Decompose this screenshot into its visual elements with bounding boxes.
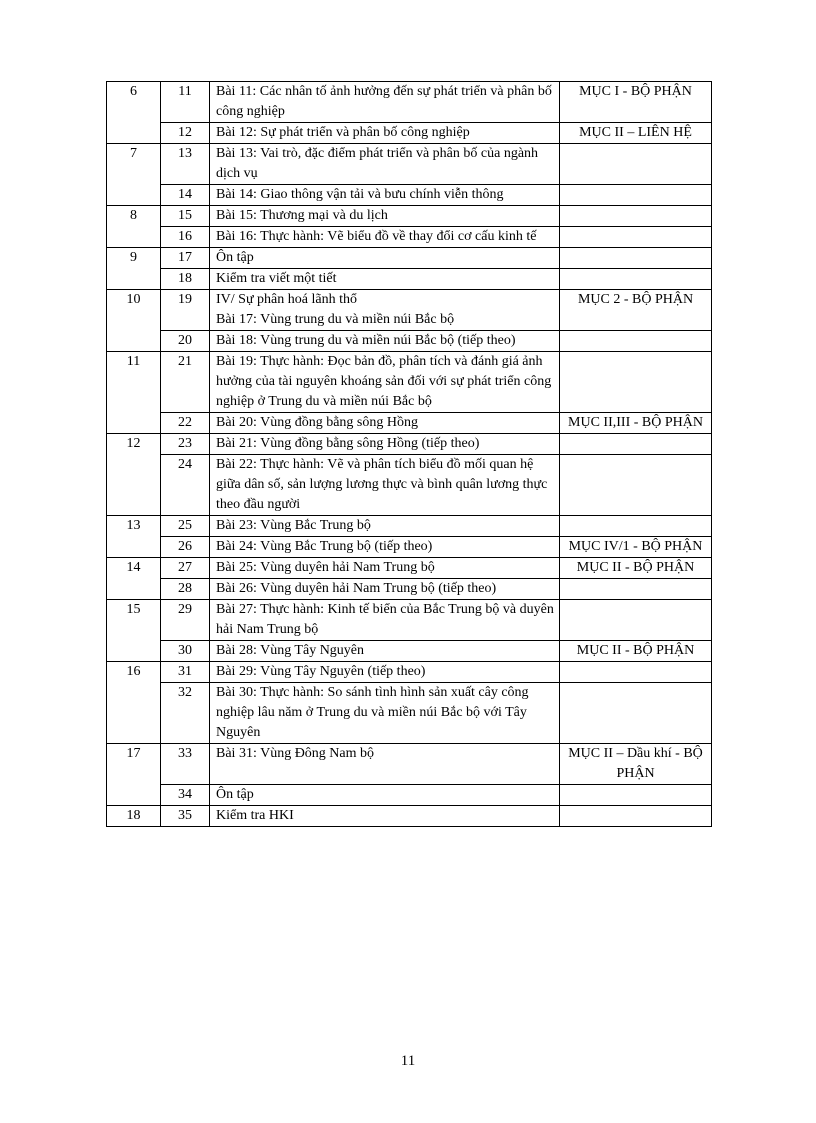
note-cell: MỤC II - BỘ PHẬN xyxy=(560,558,712,579)
lesson-cell: Bài 27: Thực hành: Kinh tế biển của Bắc Trung bộ và duyên hải Nam Trung bộ xyxy=(210,600,560,641)
period-cell: 30 xyxy=(161,641,210,662)
curriculum-table-body xyxy=(107,82,712,827)
lesson-cell: Bài 15: Thương mại và du lịch xyxy=(210,206,560,227)
note-cell xyxy=(560,455,712,516)
table-row xyxy=(107,558,712,579)
note-cell xyxy=(560,206,712,227)
table-row xyxy=(107,185,712,206)
table-row xyxy=(107,455,712,516)
table-row xyxy=(107,662,712,683)
note-cell xyxy=(560,600,712,641)
table-row xyxy=(107,82,712,123)
lesson-cell: Bài 13: Vai trò, đặc điểm phát triển và phân bố của ngành dịch vụ xyxy=(210,144,560,185)
lesson-cell: Bài 11: Các nhân tố ảnh hưởng đến sự phát triển và phân bố công nghiệp xyxy=(210,82,560,123)
table-row xyxy=(107,806,712,827)
table-row xyxy=(107,331,712,352)
note-cell xyxy=(560,248,712,269)
week-cell: 17 xyxy=(107,744,161,806)
lesson-cell: Bài 24: Vùng Bắc Trung bộ (tiếp theo) xyxy=(210,537,560,558)
period-cell: 15 xyxy=(161,206,210,227)
note-cell xyxy=(560,331,712,352)
period-cell: 34 xyxy=(161,785,210,806)
note-cell xyxy=(560,144,712,185)
week-cell: 8 xyxy=(107,206,161,248)
table-row xyxy=(107,413,712,434)
week-cell: 10 xyxy=(107,290,161,352)
period-cell: 31 xyxy=(161,662,210,683)
lesson-cell: Ôn tập xyxy=(210,248,560,269)
table-row xyxy=(107,227,712,248)
note-cell: MỤC IV/1 - BỘ PHẬN xyxy=(560,537,712,558)
period-cell: 19 xyxy=(161,290,210,331)
note-cell xyxy=(560,683,712,744)
week-cell: 6 xyxy=(107,82,161,144)
note-cell xyxy=(560,785,712,806)
note-cell xyxy=(560,516,712,537)
lesson-cell: Bài 23: Vùng Bắc Trung bộ xyxy=(210,516,560,537)
note-cell xyxy=(560,269,712,290)
note-cell: MỤC II – Dầu khí - BỘ PHẬN xyxy=(560,744,712,785)
period-cell: 16 xyxy=(161,227,210,248)
week-cell: 18 xyxy=(107,806,161,827)
period-cell: 25 xyxy=(161,516,210,537)
week-cell: 9 xyxy=(107,248,161,290)
table-row xyxy=(107,123,712,144)
table-row xyxy=(107,248,712,269)
lesson-cell: Bài 12: Sự phát triển và phân bố công nghiệp xyxy=(210,123,560,144)
week-cell: 11 xyxy=(107,352,161,434)
week-cell: 14 xyxy=(107,558,161,600)
lesson-cell: Bài 25: Vùng duyên hải Nam Trung bộ xyxy=(210,558,560,579)
lesson-cell: Bài 18: Vùng trung du và miền núi Bắc bộ (tiếp theo) xyxy=(210,331,560,352)
week-cell: 12 xyxy=(107,434,161,516)
week-cell: 13 xyxy=(107,516,161,558)
period-cell: 26 xyxy=(161,537,210,558)
table-row xyxy=(107,434,712,455)
table-row xyxy=(107,785,712,806)
note-cell: MỤC II – LIÊN HỆ xyxy=(560,123,712,144)
period-cell: 24 xyxy=(161,455,210,516)
table-row xyxy=(107,744,712,785)
lesson-cell: Bài 20: Vùng đồng bằng sông Hồng xyxy=(210,413,560,434)
lesson-cell: Bài 19: Thực hành: Đọc bản đồ, phân tích và đánh giá ảnh hưởng của tài nguyên khoáng sản đối với sự phát triển công nghiệp ở Trung du và miền núi Bắc bộ xyxy=(210,352,560,413)
note-cell: MỤC I - BỘ PHẬN xyxy=(560,82,712,123)
table-row xyxy=(107,290,712,331)
period-cell: 32 xyxy=(161,683,210,744)
lesson-cell: Bài 31: Vùng Đông Nam bộ xyxy=(210,744,560,785)
table-row xyxy=(107,352,712,413)
period-cell: 18 xyxy=(161,269,210,290)
lesson-cell: Bài 16: Thực hành: Vẽ biểu đồ về thay đổi cơ cấu kinh tế xyxy=(210,227,560,248)
period-cell: 33 xyxy=(161,744,210,785)
note-cell: MỤC 2 - BỘ PHẬN xyxy=(560,290,712,331)
period-cell: 29 xyxy=(161,600,210,641)
lesson-cell: Bài 22: Thực hành: Vẽ và phân tích biểu đồ mối quan hệ giữa dân số, sản lượng lương thực và bình quân lương thực theo đầu người xyxy=(210,455,560,516)
lesson-cell: Bài 26: Vùng duyên hải Nam Trung bộ (tiếp theo) xyxy=(210,579,560,600)
table-row xyxy=(107,537,712,558)
page-number: 11 xyxy=(400,1053,416,1069)
note-cell xyxy=(560,352,712,413)
lesson-cell: Bài 14: Giao thông vận tải và bưu chính viễn thông xyxy=(210,185,560,206)
note-cell xyxy=(560,434,712,455)
table-row xyxy=(107,683,712,744)
lesson-cell: IV/ Sự phân hoá lãnh thổ Bài 17: Vùng trung du và miền núi Bắc bộ xyxy=(210,290,560,331)
lesson-cell: Bài 28: Vùng Tây Nguyên xyxy=(210,641,560,662)
table-row xyxy=(107,641,712,662)
lesson-cell: Bài 21: Vùng đồng bằng sông Hồng (tiếp theo) xyxy=(210,434,560,455)
table-row xyxy=(107,579,712,600)
note-cell: MỤC II - BỘ PHẬN xyxy=(560,641,712,662)
period-cell: 12 xyxy=(161,123,210,144)
lesson-cell: Bài 30: Thực hành: So sánh tình hình sản xuất cây công nghiệp lâu năm ở Trung du và miền núi Bắc bộ với Tây Nguyên xyxy=(210,683,560,744)
lesson-cell: Kiểm tra HKI xyxy=(210,806,560,827)
curriculum-table xyxy=(106,81,712,827)
period-cell: 28 xyxy=(161,579,210,600)
period-cell: 23 xyxy=(161,434,210,455)
period-cell: 20 xyxy=(161,331,210,352)
table-row xyxy=(107,269,712,290)
week-cell: 15 xyxy=(107,600,161,662)
period-cell: 14 xyxy=(161,185,210,206)
table-row xyxy=(107,206,712,227)
period-cell: 11 xyxy=(161,82,210,123)
period-cell: 27 xyxy=(161,558,210,579)
note-cell xyxy=(560,806,712,827)
lesson-cell: Ôn tập xyxy=(210,785,560,806)
week-cell: 7 xyxy=(107,144,161,206)
lesson-cell: Bài 29: Vùng Tây Nguyên (tiếp theo) xyxy=(210,662,560,683)
period-cell: 22 xyxy=(161,413,210,434)
note-cell xyxy=(560,579,712,600)
period-cell: 13 xyxy=(161,144,210,185)
note-cell xyxy=(560,662,712,683)
note-cell xyxy=(560,185,712,206)
table-row xyxy=(107,516,712,537)
lesson-cell: Kiểm tra viết một tiết xyxy=(210,269,560,290)
table-row xyxy=(107,600,712,641)
table-row xyxy=(107,144,712,185)
period-cell: 17 xyxy=(161,248,210,269)
note-cell: MỤC II,III - BỘ PHẬN xyxy=(560,413,712,434)
period-cell: 35 xyxy=(161,806,210,827)
week-cell: 16 xyxy=(107,662,161,744)
note-cell xyxy=(560,227,712,248)
period-cell: 21 xyxy=(161,352,210,413)
